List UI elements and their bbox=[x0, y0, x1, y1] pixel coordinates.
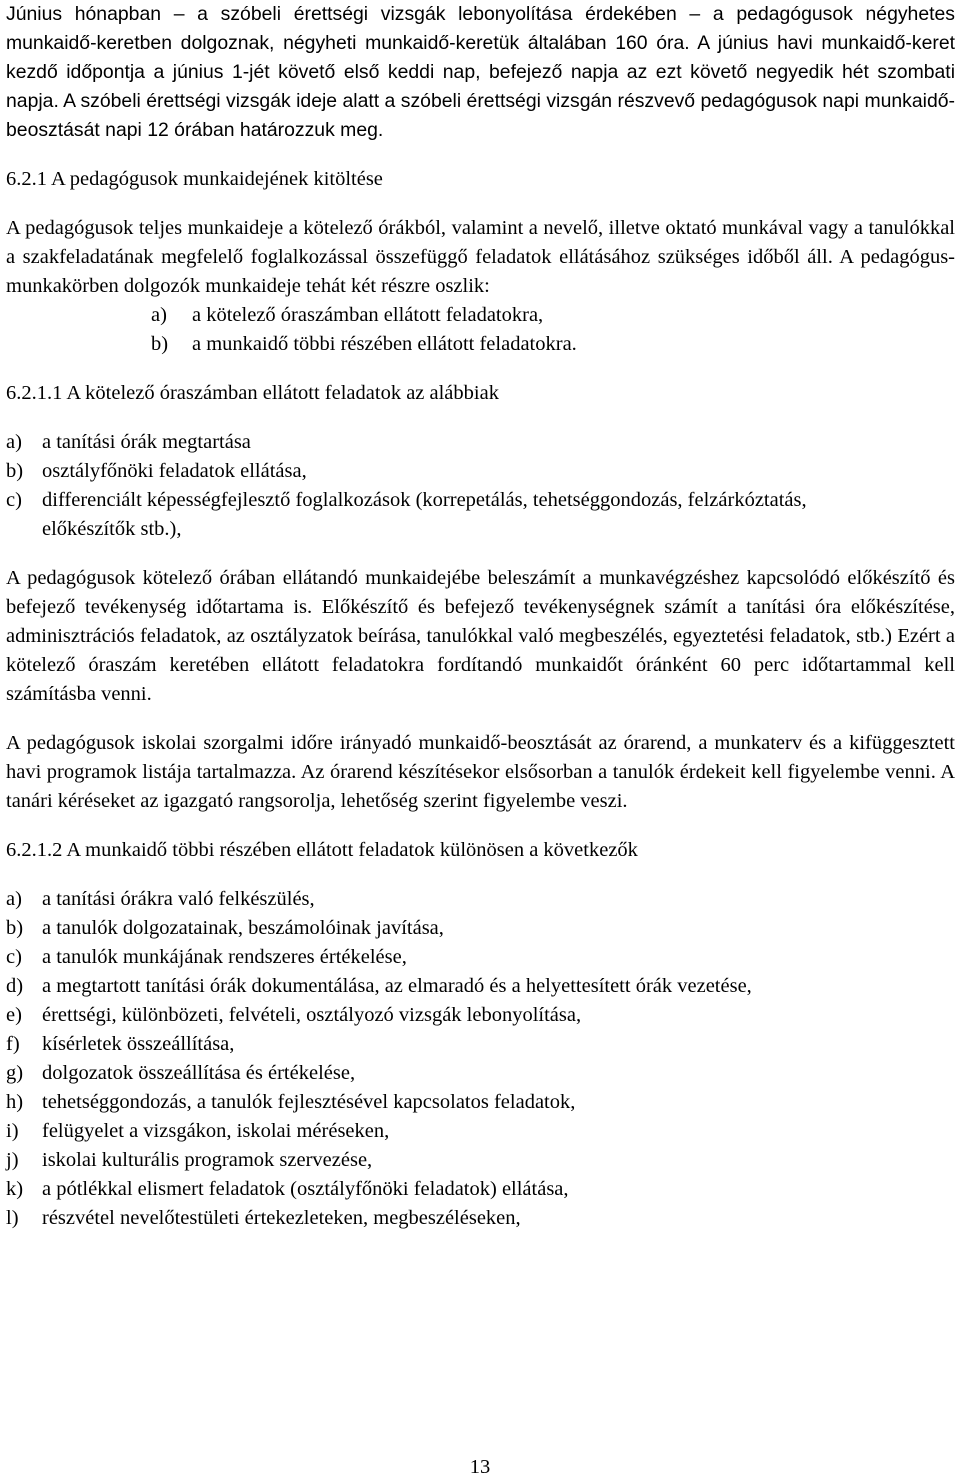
list-item bbox=[6, 943, 955, 972]
list-marker: g) bbox=[6, 1062, 24, 1084]
list-item-text: a tanítási órákra való felkészülés, bbox=[42, 888, 315, 910]
section-heading-6-2-1: 6.2.1 A pedagógusok munkaidejének kitöltése bbox=[6, 168, 383, 190]
list-item-text: a pótlékkal elismert feladatok (osztályfőnöki feladatok) ellátása, bbox=[42, 1178, 569, 1200]
list-item bbox=[6, 1117, 955, 1146]
list-marker: f) bbox=[6, 1033, 20, 1055]
list-marker: j) bbox=[6, 1149, 19, 1171]
list-marker: a) bbox=[6, 888, 22, 910]
section-heading-6-2-1-1: 6.2.1.1 A kötelező óraszámban ellátott feladatok az alábbiak bbox=[6, 382, 499, 404]
list-marker: l) bbox=[6, 1207, 19, 1229]
list-item bbox=[6, 1175, 955, 1204]
list-item-text: a munkaidő többi részében ellátott feladatokra. bbox=[192, 333, 577, 355]
page-number: 13 bbox=[469, 1456, 491, 1478]
section-6-2-1-1-list bbox=[6, 428, 955, 544]
section-6-2-1-paragraph: A pedagógusok teljes munkaideje a kötelező órákból, valamint a nevelő, illetve oktató munkával vagy a tanulókkal a szakfeladatának megfelelő foglalkozással összefüggő feladatok ellátásához szükséges időből áll. A pedagógus-munkakörben dolgozók munkaideje tehát két részre oszlik: bbox=[6, 217, 955, 297]
list-item bbox=[6, 1059, 955, 1088]
list-item-text: kísérletek összeállítása, bbox=[42, 1033, 235, 1055]
document-page bbox=[6, 0, 955, 1233]
list-marker: b) bbox=[6, 460, 24, 482]
list-item-text: a kötelező óraszámban ellátott feladatokra, bbox=[192, 304, 544, 326]
list-item-text: differenciált képességfejlesztő foglalkozások (korrepetálás, tehetséggondozás, felzárkóztatás, előkészítők stb.), bbox=[42, 489, 807, 540]
list-item bbox=[6, 1088, 955, 1117]
list-item bbox=[6, 301, 955, 330]
list-item-text: a tanulók munkájának rendszeres értékelése, bbox=[42, 946, 407, 968]
section-6-2-1-1-paragraph-2: A pedagógusok iskolai szorgalmi időre irányadó munkaidő-beosztását az órarend, a munkaterv és a kifüggesztett havi programok listája tartalmazza. Az órarend készítésekor elsősorban a tanulók érdekeit kell figyelembe venni. A tanári kéréseket az igazgató rangsorolja, lehetőség szerint figyelembe veszi. bbox=[6, 732, 955, 812]
list-marker: d) bbox=[6, 975, 24, 997]
list-marker: e) bbox=[6, 1004, 22, 1026]
list-marker: a) bbox=[151, 304, 167, 326]
list-item bbox=[6, 1204, 955, 1233]
list-item-text: dolgozatok összeállítása és értékelése, bbox=[42, 1062, 356, 1084]
list-item-text: a tanítási órák megtartása bbox=[42, 431, 251, 453]
section-heading-6-2-1-2: 6.2.1.2 A munkaidő többi részében ellátott feladatok különösen a következők bbox=[6, 839, 638, 861]
list-marker: c) bbox=[6, 946, 22, 968]
list-item-text: a tanulók dolgozatainak, beszámolóinak javítása, bbox=[42, 917, 444, 939]
list-item bbox=[6, 885, 955, 914]
list-marker: c) bbox=[6, 489, 22, 511]
intro-paragraph: Június hónapban – a szóbeli érettségi vizsgák lebonyolítása érdekében – a pedagógusok négyhetes munkaidő-keretben dolgoznak, négyheti munkaidő-keretük általában 160 óra. A június havi munkaidő-keret kezdő időpontja a június 1-jét követő első keddi nap, befejező napja az ezt követő negyedik hét szombati napja. A szóbeli érettségi vizsgák ideje alatt a szóbeli érettségi vizsgán részvevő pedagógusok napi munkaidő-beosztását napi 12 órában határozzuk meg. bbox=[6, 3, 955, 141]
list-marker: b) bbox=[151, 333, 169, 355]
list-item bbox=[6, 457, 955, 486]
list-item-text: felügyelet a vizsgákon, iskolai méréseken, bbox=[42, 1120, 390, 1142]
list-marker: i) bbox=[6, 1120, 19, 1142]
list-item bbox=[6, 914, 955, 943]
list-marker: h) bbox=[6, 1091, 24, 1113]
list-item-text: iskolai kulturális programok szervezése, bbox=[42, 1149, 373, 1171]
list-item bbox=[6, 1001, 955, 1030]
list-item-text: a megtartott tanítási órák dokumentálása, az elmaradó és a helyettesített órák vezetése, bbox=[42, 975, 752, 997]
list-item bbox=[6, 486, 955, 544]
list-item bbox=[6, 1146, 955, 1175]
list-item bbox=[6, 972, 955, 1001]
list-marker: k) bbox=[6, 1178, 24, 1200]
list-item-text: részvétel nevelőtestületi értekezleteken, megbeszéléseken, bbox=[42, 1207, 521, 1229]
list-item-text: érettségi, különbözeti, felvételi, osztályozó vizsgák lebonyolítása, bbox=[42, 1004, 582, 1026]
list-item-text: osztályfőnöki feladatok ellátása, bbox=[42, 460, 307, 482]
list-item bbox=[6, 330, 955, 359]
list-item bbox=[6, 1030, 955, 1059]
section-6-2-1-1-paragraph-1: A pedagógusok kötelező órában ellátandó munkaidejébe beleszámít a munkavégzéshez kapcsolódó előkészítő és befejező tevékenység időtartama is. Előkészítő és befejező tevékenységnek számít a tanítási óra előkészítése, adminisztrációs feladatok, az osztályzatok beírása, tanulókkal való megbeszélés, egyeztetési feladatok, stb.) Ezért a kötelező óraszám keretében ellátott feladatokra fordítandó munkaidőt óránként 60 perc időtartammal kell számításba venni. bbox=[6, 567, 955, 705]
list-item-text: tehetséggondozás, a tanulók fejlesztésével kapcsolatos feladatok, bbox=[42, 1091, 576, 1113]
list-item bbox=[6, 428, 955, 457]
list-marker: a) bbox=[6, 431, 22, 453]
section-6-2-1-list bbox=[6, 301, 955, 359]
section-6-2-1-2-list bbox=[6, 885, 955, 1233]
list-marker: b) bbox=[6, 917, 24, 939]
